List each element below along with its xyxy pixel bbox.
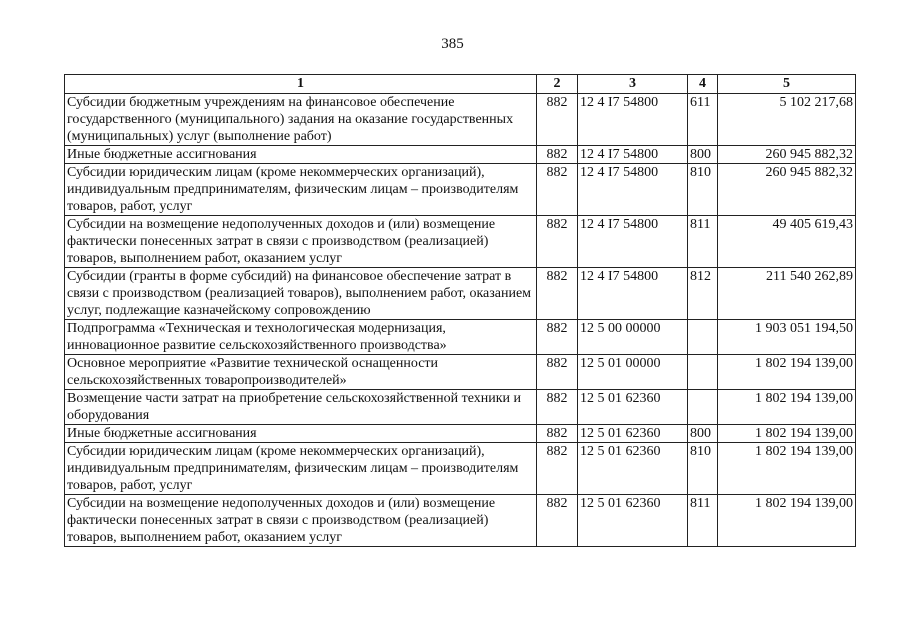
row-amount: 1 802 194 139,00 <box>718 443 856 495</box>
table-row <box>65 164 856 216</box>
row-amount: 260 945 882,32 <box>718 164 856 216</box>
row-code: 882 <box>537 164 578 216</box>
row-code: 882 <box>537 495 578 547</box>
row-description: Возмещение части затрат на приобретение сельскохозяйственной техники и оборудования <box>65 390 537 425</box>
row-code: 882 <box>537 443 578 495</box>
row-amount: 49 405 619,43 <box>718 216 856 268</box>
row-classification: 12 5 01 00000 <box>578 355 688 390</box>
row-amount: 1 802 194 139,00 <box>718 390 856 425</box>
row-classification: 12 4 I7 54800 <box>578 146 688 164</box>
row-classification: 12 5 01 62360 <box>578 390 688 425</box>
row-description: Иные бюджетные ассигнования <box>65 146 537 164</box>
row-description: Субсидии (гранты в форме субсидий) на финансовое обеспечение затрат в связи с производством (реализацией товаров), выполнением работ, оказанием услуг, подлежащие казначейскому сопровождению <box>65 268 537 320</box>
row-amount: 1 802 194 139,00 <box>718 495 856 547</box>
row-description: Подпрограмма «Техническая и технологическая модернизация, инновационное развитие сельскохозяйственного производства» <box>65 320 537 355</box>
row-expense-type: 812 <box>688 268 718 320</box>
table-row <box>65 320 856 355</box>
row-amount: 211 540 262,89 <box>718 268 856 320</box>
row-classification: 12 5 01 62360 <box>578 495 688 547</box>
budget-table <box>64 74 856 547</box>
row-code: 882 <box>537 94 578 146</box>
row-classification: 12 5 01 62360 <box>578 425 688 443</box>
row-expense-type: 810 <box>688 164 718 216</box>
row-code: 882 <box>537 146 578 164</box>
table-row <box>65 355 856 390</box>
row-code: 882 <box>537 216 578 268</box>
row-expense-type: 810 <box>688 443 718 495</box>
row-expense-type: 800 <box>688 425 718 443</box>
row-description: Субсидии на возмещение недополученных доходов и (или) возмещение фактически понесенных затрат в связи с производством (реализацией) товаров, выполнением работ, оказанием услуг <box>65 216 537 268</box>
header-row <box>65 75 856 94</box>
row-code: 882 <box>537 268 578 320</box>
row-expense-type <box>688 320 718 355</box>
table-row <box>65 94 856 146</box>
table-row <box>65 495 856 547</box>
header-col-2: 2 <box>537 75 578 94</box>
table-row <box>65 425 856 443</box>
row-amount: 1 903 051 194,50 <box>718 320 856 355</box>
row-expense-type <box>688 390 718 425</box>
row-description: Субсидии юридическим лицам (кроме некоммерческих организаций), индивидуальным предпринимателям, физическим лицам – производителям товаров, работ, услуг <box>65 443 537 495</box>
row-classification: 12 4 I7 54800 <box>578 216 688 268</box>
table-body <box>65 94 856 547</box>
table-row <box>65 390 856 425</box>
row-expense-type <box>688 355 718 390</box>
row-classification: 12 4 I7 54800 <box>578 164 688 216</box>
row-amount: 260 945 882,32 <box>718 146 856 164</box>
page-number: 385 <box>441 36 464 52</box>
row-amount: 1 802 194 139,00 <box>718 425 856 443</box>
row-classification: 12 4 I7 54800 <box>578 268 688 320</box>
header-col-5: 5 <box>718 75 856 94</box>
table-row <box>65 443 856 495</box>
row-description: Субсидии на возмещение недополученных доходов и (или) возмещение фактически понесенных затрат в связи с производством (реализацией) товаров, выполнением работ, оказанием услуг <box>65 495 537 547</box>
row-classification: 12 4 I7 54800 <box>578 94 688 146</box>
row-code: 882 <box>537 390 578 425</box>
row-expense-type: 800 <box>688 146 718 164</box>
table-row <box>65 268 856 320</box>
row-classification: 12 5 01 62360 <box>578 443 688 495</box>
table-row <box>65 216 856 268</box>
header-col-4: 4 <box>688 75 718 94</box>
row-expense-type: 811 <box>688 216 718 268</box>
row-description: Субсидии бюджетным учреждениям на финансовое обеспечение государственного (муниципального) задания на оказание государственных (муниципальных) услуг (выполнение работ) <box>65 94 537 146</box>
row-expense-type: 811 <box>688 495 718 547</box>
row-code: 882 <box>537 320 578 355</box>
row-description: Иные бюджетные ассигнования <box>65 425 537 443</box>
row-amount: 5 102 217,68 <box>718 94 856 146</box>
table-row <box>65 146 856 164</box>
row-expense-type: 611 <box>688 94 718 146</box>
header-col-1: 1 <box>65 75 537 94</box>
row-code: 882 <box>537 355 578 390</box>
row-amount: 1 802 194 139,00 <box>718 355 856 390</box>
row-classification: 12 5 00 00000 <box>578 320 688 355</box>
row-description: Субсидии юридическим лицам (кроме некоммерческих организаций), индивидуальным предпринимателям, физическим лицам – производителям товаров, работ, услуг <box>65 164 537 216</box>
row-code: 882 <box>537 425 578 443</box>
row-description: Основное мероприятие «Развитие технической оснащенности сельскохозяйственных товаропроизводителей» <box>65 355 537 390</box>
header-col-3: 3 <box>578 75 688 94</box>
